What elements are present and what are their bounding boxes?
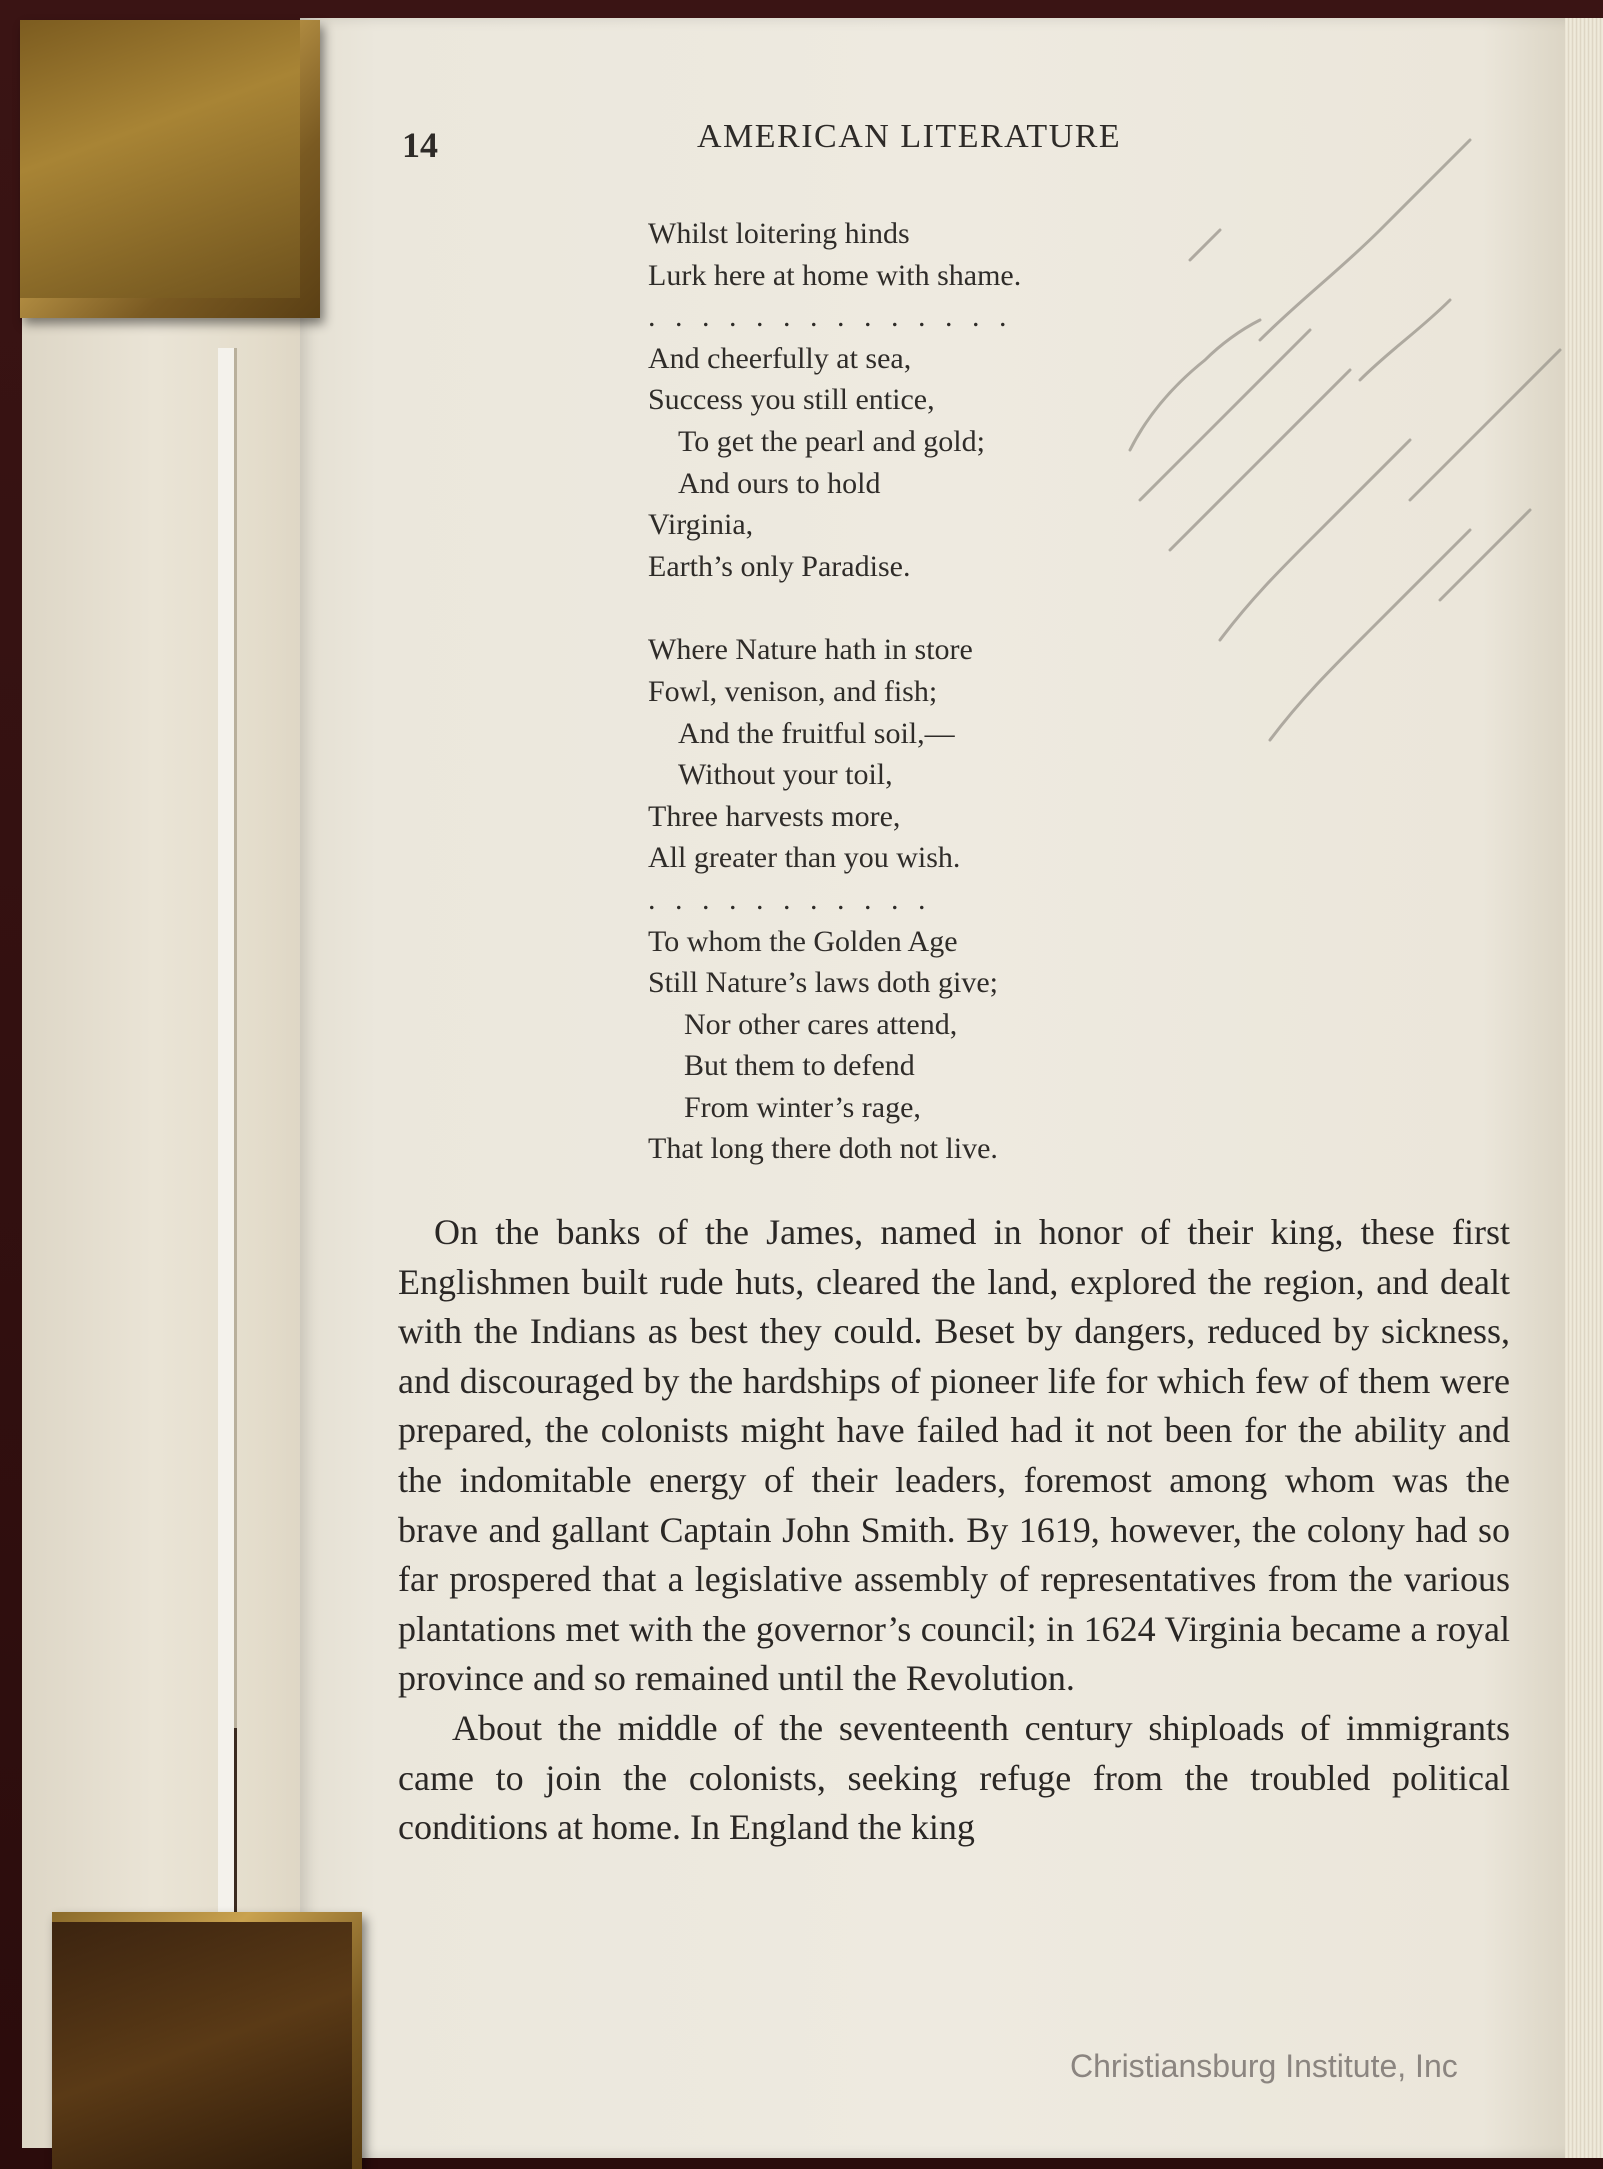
poem-line: Whilst loitering hinds xyxy=(648,217,910,250)
gutter-shadow-line xyxy=(234,348,237,1948)
pencil-scribble xyxy=(1170,370,1350,550)
pencil-handwriting-annotation xyxy=(1110,80,1590,780)
poem-line: And the fruitful soil,— xyxy=(678,716,955,750)
watermark: Christiansburg Institute, Inc xyxy=(1070,2048,1458,2084)
poem-line: All greater than you wish. xyxy=(648,841,961,875)
poem-line: Virginia, xyxy=(648,508,754,542)
prose-block xyxy=(398,1208,1510,1853)
poem-line: And cheerfully at sea, xyxy=(648,341,912,375)
poem-line: Without your toil, xyxy=(678,758,893,792)
poem-line: Lurk here at home with shame. xyxy=(648,258,1022,292)
poem-line: Success you still entice, xyxy=(648,383,935,417)
poem-line: From winter’s rage, xyxy=(684,1090,921,1124)
gutter-paper-strip xyxy=(218,348,234,1948)
poem-line: But them to defend xyxy=(684,1049,915,1083)
clip-face xyxy=(20,20,300,298)
poem-line: Earth’s only Paradise. xyxy=(648,549,911,583)
pencil-scribble xyxy=(1140,330,1310,500)
pencil-scribble xyxy=(1270,530,1470,740)
body-paragraph: On the banks of the James, named in honor of their king, these first Englishmen built rude huts, cleared the land, explored the region, and dealt with the Indians as best they could. Beset by dangers, reduced by sickness, and discouraged by the hardships of pioneer life for which few of them were prepared, the colonists might have failed had it not been for the ability and the indomitable energy of their leaders, foremost among whom was the brave and gallant Captain John Smith. By 1619, however, the colony had so far prospered that a legislative assembly of representatives from the various plantations met with the governor’s council; in 1624 Virginia became a royal province and so remained until the Revolution. xyxy=(398,1212,1510,1699)
pencil-scribble xyxy=(1130,320,1260,450)
poem-line: Fowl, venison, and fish; xyxy=(648,674,938,708)
poem-line: Three harvests more, xyxy=(648,799,901,833)
poem-line: Nor other cares attend, xyxy=(684,1007,958,1041)
bottom-binding-clip xyxy=(52,1912,362,2169)
pencil-scribble xyxy=(1410,350,1560,500)
top-binding-clip xyxy=(20,20,320,318)
pencil-scribble xyxy=(1440,510,1530,600)
body-paragraph: About the middle of the seventeenth century shiploads of immigrants came to join the colonists, seeking refuge from the troubled political conditions at home. In England the king xyxy=(398,1707,1510,1848)
pencil-scribble xyxy=(1190,230,1220,260)
poem-line: To get the pearl and gold; xyxy=(678,424,985,458)
poem-line: To whom the Golden Age xyxy=(648,924,958,958)
page-number: 14 xyxy=(402,125,438,165)
clip-face xyxy=(52,1922,352,2169)
poem-ellipsis: . . . . . . . . . . . . . . xyxy=(648,300,1013,334)
running-head: AMERICAN LITERATURE xyxy=(697,118,1122,155)
poem-block xyxy=(648,213,1168,1170)
poem-line: Where Nature hath in store xyxy=(648,633,973,667)
pencil-scribble xyxy=(1360,300,1450,380)
poem-line: And ours to hold xyxy=(678,466,881,500)
poem-line: That long there doth not live. xyxy=(648,1132,998,1166)
poem-ellipsis: . . . . . . . . . . . xyxy=(648,882,932,916)
poem-line: Still Nature’s laws doth give; xyxy=(648,966,998,1000)
